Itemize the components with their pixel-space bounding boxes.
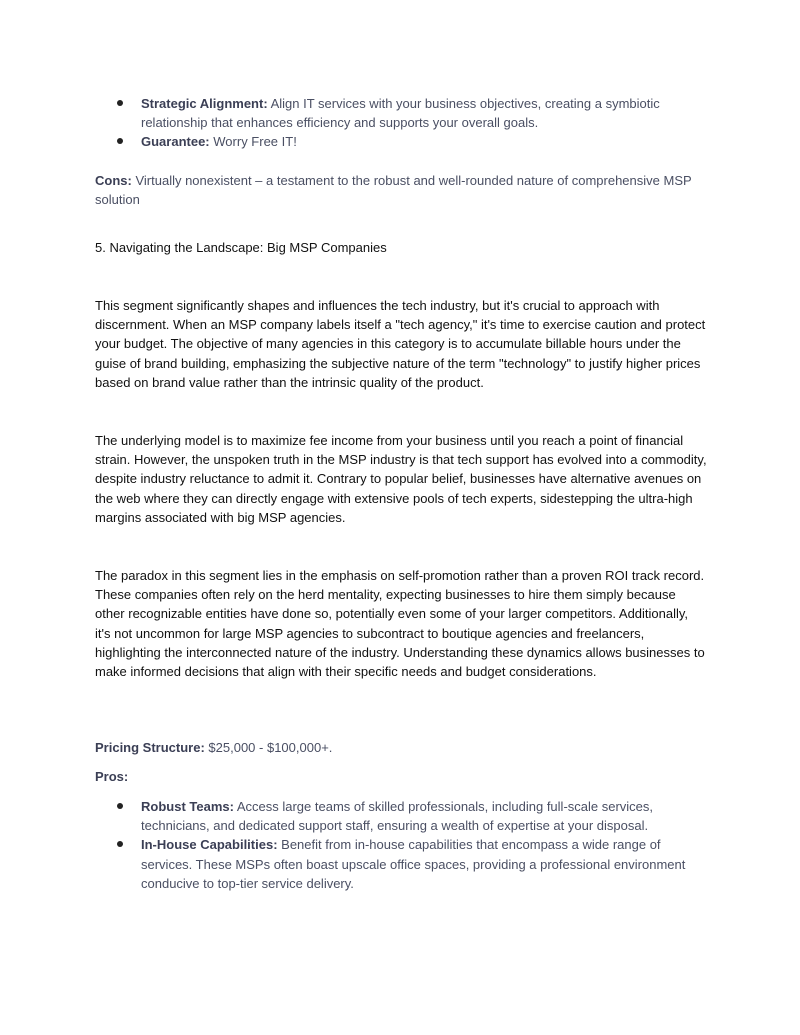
pros-label: Pros: [95,769,129,784]
section-heading: 5. Navigating the Landscape: Big MSP Companies [95,240,387,255]
cons-label: Cons: [95,173,132,188]
cons-paragraph [95,171,707,209]
cons-text: Virtually nonexistent – a testament to the robust and well-rounded nature of comprehensive MSP solution [95,173,692,208]
bullet-text: Align IT services with your business objectives, creating a symbiotic relationship that enhances efficiency and supports your overall goals. [141,96,660,131]
list-item [95,132,705,151]
bullet-icon [117,841,123,847]
bullet-label: Strategic Alignment: [141,96,268,111]
list-item [95,94,705,132]
bullet-icon [117,138,123,144]
body-paragraph-1: This segment significantly shapes and influences the tech industry, but it's crucial to approach with discernment. When an MSP company labels itself a "tech agency," it's time to exercise caution and protect your budget. The objective of many agencies in this category is to accumulate billable hours under the guise of brand building, emphasizing the subjective nature of the term "technology" to justify higher prices based on brand value rather than the intrinsic quality of the product. [95,298,706,390]
bullet-text: Worry Free IT! [213,134,297,150]
bullet-label: Robust Teams: [141,799,234,814]
pricing-text: $25,000 - $100,000+. [208,740,333,755]
pricing-label: Pricing Structure: [95,740,205,755]
body-paragraph-3: The paradox in this segment lies in the emphasis on self-promotion rather than a proven ROI track record. These companies often rely on the herd mentality, expecting businesses to hire them simply because other recognizable entities have done so, potentially even some of your larger competitors. Additionally, it's not uncommon for large MSP agencies to subcontract to boutique agencies and freelancers, highlighting the interconnected nature of the industry. Understanding these dynamics allows businesses to make informed decisions that align with their specific needs and budget considerations. [95,568,705,680]
bullet-label: Guarantee: [141,134,210,150]
bullet-text: Benefit from in-house capabilities that encompass a wide range of services. These MSPs often boast upscale office spaces, providing a professional environment conducive to top-tier service delivery. [141,837,686,891]
pricing-paragraph [95,738,707,757]
list-item [95,797,705,835]
bullet-icon [117,803,123,809]
bullet-list-top [95,94,705,152]
list-item [95,835,705,893]
bullet-icon [117,100,123,106]
bullet-text: Access large teams of skilled professionals, including full-scale services, technicians, and dedicated support staff, ensuring a wealth of expertise at your disposal. [141,799,654,834]
bullet-label: In-House Capabilities: [141,837,278,853]
bullet-list-bottom [95,797,705,893]
body-paragraph-2: The underlying model is to maximize fee income from your business until you reach a point of financial strain. However, the unspoken truth in the MSP industry is that tech support has evolved into a commodity, despite industry reluctance to admit it. Contrary to popular belief, businesses have alternative avenues on the web where they can directly engage with extensive pools of tech experts, sidestepping the ultra-high margins associated with big MSP agencies. [95,433,707,525]
pros-heading [95,767,707,786]
